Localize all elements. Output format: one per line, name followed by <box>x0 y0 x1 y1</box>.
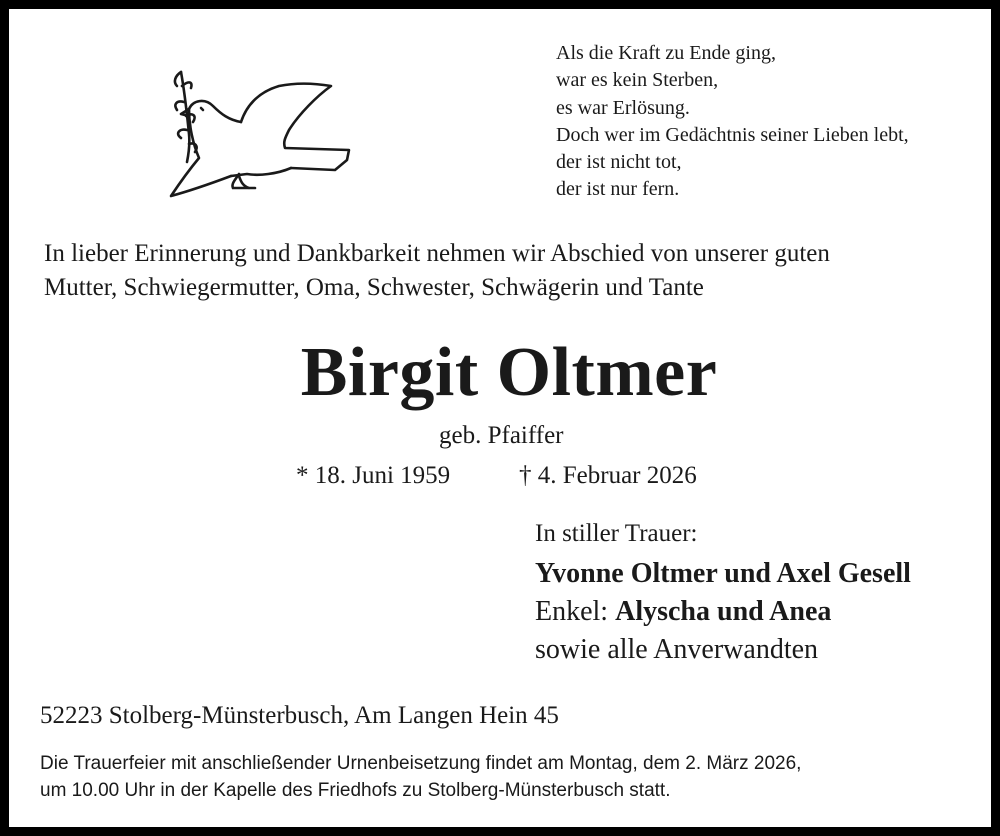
maiden-name: geb. Pfaiffer <box>439 422 564 449</box>
poem-line: Doch wer im Gedächtnis seiner Lieben lebt, <box>556 123 909 146</box>
mourners-heading: In stiller Trauer: <box>535 520 698 547</box>
poem <box>556 40 909 204</box>
mourners-relatives: sowie alle Anverwandten <box>535 634 819 665</box>
mourners-grandchildren <box>535 594 831 630</box>
grandchildren-names: Alyscha und Anea <box>615 596 832 627</box>
funeral-notice <box>40 750 980 804</box>
notice-line-2: um 10.00 Uhr in der Kapelle des Friedhofs zu Stolberg-Münsterbusch statt. <box>40 780 671 801</box>
poem-line: es war Erlösung. <box>556 96 690 119</box>
death-date: † 4. Februar 2026 <box>519 462 697 489</box>
birth-date: * 18. Juni 1959 <box>296 462 451 489</box>
grandchildren-label: Enkel: <box>535 596 616 627</box>
poem-line: der ist nur fern. <box>556 178 680 201</box>
intro-line-2: Mutter, Schwiegermutter, Oma, Schwester, Schwägerin und Tante <box>44 274 704 301</box>
poem-line: war es kein Sterben, <box>556 69 719 92</box>
intro-text <box>44 237 830 305</box>
dove-icon <box>159 64 354 199</box>
mourners-family: Yvonne Oltmer und Axel Gesell <box>535 558 911 589</box>
deceased-name: Birgit Oltmer <box>300 334 718 411</box>
notice-line-1: Die Trauerfeier mit anschließender Urnenbeisetzung findet am Montag, dem 2. März 2026, <box>40 753 802 774</box>
poem-line: der ist nicht tot, <box>556 151 682 174</box>
intro-line-1: In lieber Erinnerung und Dankbarkeit nehmen wir Abschied von unserer guten <box>44 240 830 267</box>
address: 52223 Stolberg-Münsterbusch, Am Langen Hein 45 <box>40 702 559 729</box>
poem-line: Als die Kraft zu Ende ging, <box>556 42 776 64</box>
